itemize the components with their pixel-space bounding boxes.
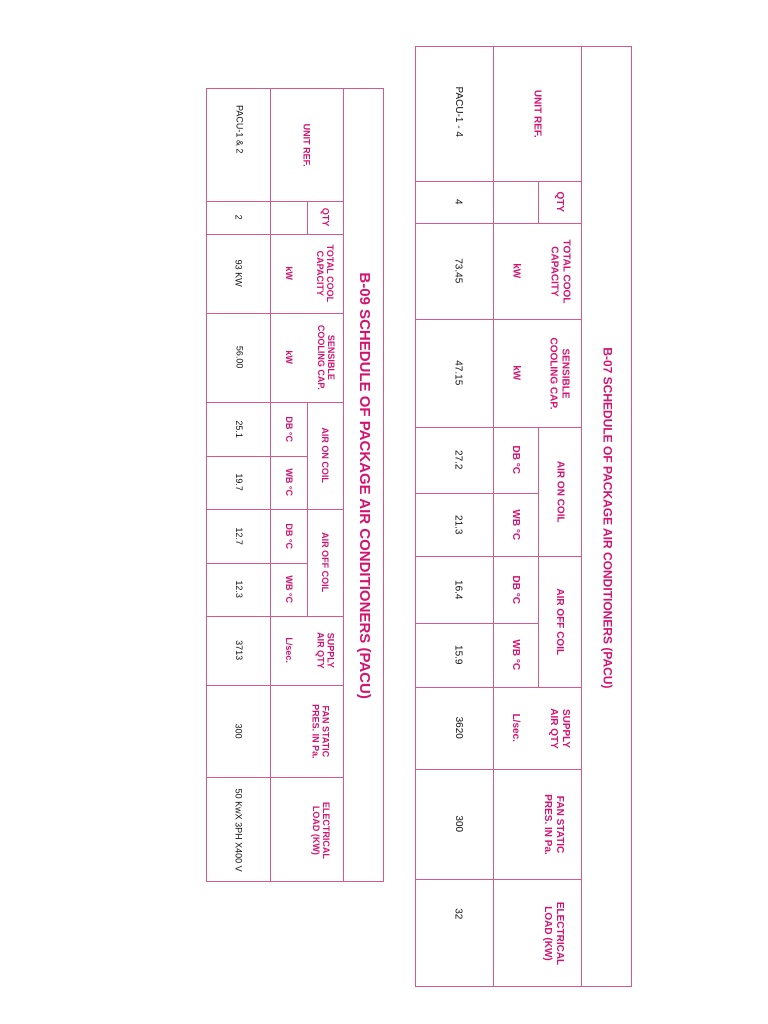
table-title: B-09 SCHEDULE OF PACKAGE AIR CONDITIONERS (PACU) [355,272,373,700]
unit-db: DB °C [283,416,294,442]
unit-db: DB °C [283,523,294,549]
header-electrical-load: ELECTRICAL LOAD (KW) [310,801,331,859]
unit-wb: WB °C [510,509,522,540]
unit-kw: kW [510,365,522,381]
header-sensible-cooling-cap: SENSIBLE COOLING CAP. [548,336,572,410]
header-unit-ref: UNIT REF. [301,123,312,167]
unit-lsec: L/sec. [283,637,294,664]
schedule-table-b09 [206,88,384,882]
header-air-on-coil: AIR ON COIL [554,460,566,523]
unit-db: DB °C [510,575,522,604]
cell-total-cool: 93 KW [234,259,245,288]
cell-total-cool: 73.45 [452,258,464,284]
header-fan-static: FAN STATIC PRES. IN Pa. [310,703,331,759]
cell-sensible: 56.00 [234,346,245,369]
cell-on-db: 25.1 [234,420,245,438]
header-air-off-coil: AIR OFF COIL [320,532,331,593]
cell-supply: 3713 [234,640,245,661]
cell-off-wb: 12.3 [234,580,245,599]
cell-fan: 300 [234,723,245,739]
unit-kw: kW [510,263,522,279]
cell-off-db: 16.4 [452,579,464,600]
cell-on-wb: 21.3 [452,514,464,535]
cell-off-db: 12.7 [234,527,245,545]
cell-sensible: 47.15 [452,360,464,386]
header-total-cool-capacity: TOTAL COOL CAPACITY [315,244,336,303]
schedule-table-b07 [415,46,632,987]
cell-electrical: 50 KwX 3PH X400 V [234,788,245,872]
table-title: B-07 SCHEDULE OF PACKAGE AIR CONDITIONERS (PACU) [600,346,615,689]
unit-db: DB °C [510,445,522,475]
unit-wb: WB °C [510,639,522,671]
cell-electrical: 32 [452,908,464,920]
header-supply-air-qty: SUPPLY AIR QTY [548,707,571,749]
header-sensible-cooling-cap: SENSIBLE COOLING CAP. [315,325,336,390]
unit-lsec: L/sec. [510,713,522,743]
cell-qty: 4 [452,199,464,205]
unit-wb: WB °C [283,575,294,604]
unit-kw: kW [283,266,294,281]
cell-unit-ref: PACU-1 - 4 [452,86,464,138]
header-air-off-coil: AIR OFF COIL [554,588,566,655]
cell-on-wb: 19.7 [234,473,245,492]
cell-qty: 2 [234,214,245,221]
header-qty: QTY [320,208,331,227]
header-electrical-load: ELECTRICAL LOAD (KW) [542,901,565,966]
unit-wb: WB °C [283,468,294,497]
header-unit-ref: UNIT REF. [531,90,543,138]
cell-fan: 300 [452,815,464,833]
header-air-on-coil: AIR ON COIL [320,427,331,484]
cell-off-wb: 15.9 [452,645,464,665]
cell-unit-ref: PACU-1 & 2 [234,104,245,154]
header-supply-air-qty: SUPPLY AIR QTY [315,632,336,669]
cell-on-db: 27.2 [452,450,464,470]
header-fan-static: FAN STATIC PRES. IN Pa. [542,793,566,855]
cell-supply: 3620 [452,716,464,740]
unit-kw: kW [283,350,294,365]
header-total-cool-capacity: TOTAL COOL CAPACITY [548,239,572,303]
header-qty: QTY [554,191,566,213]
